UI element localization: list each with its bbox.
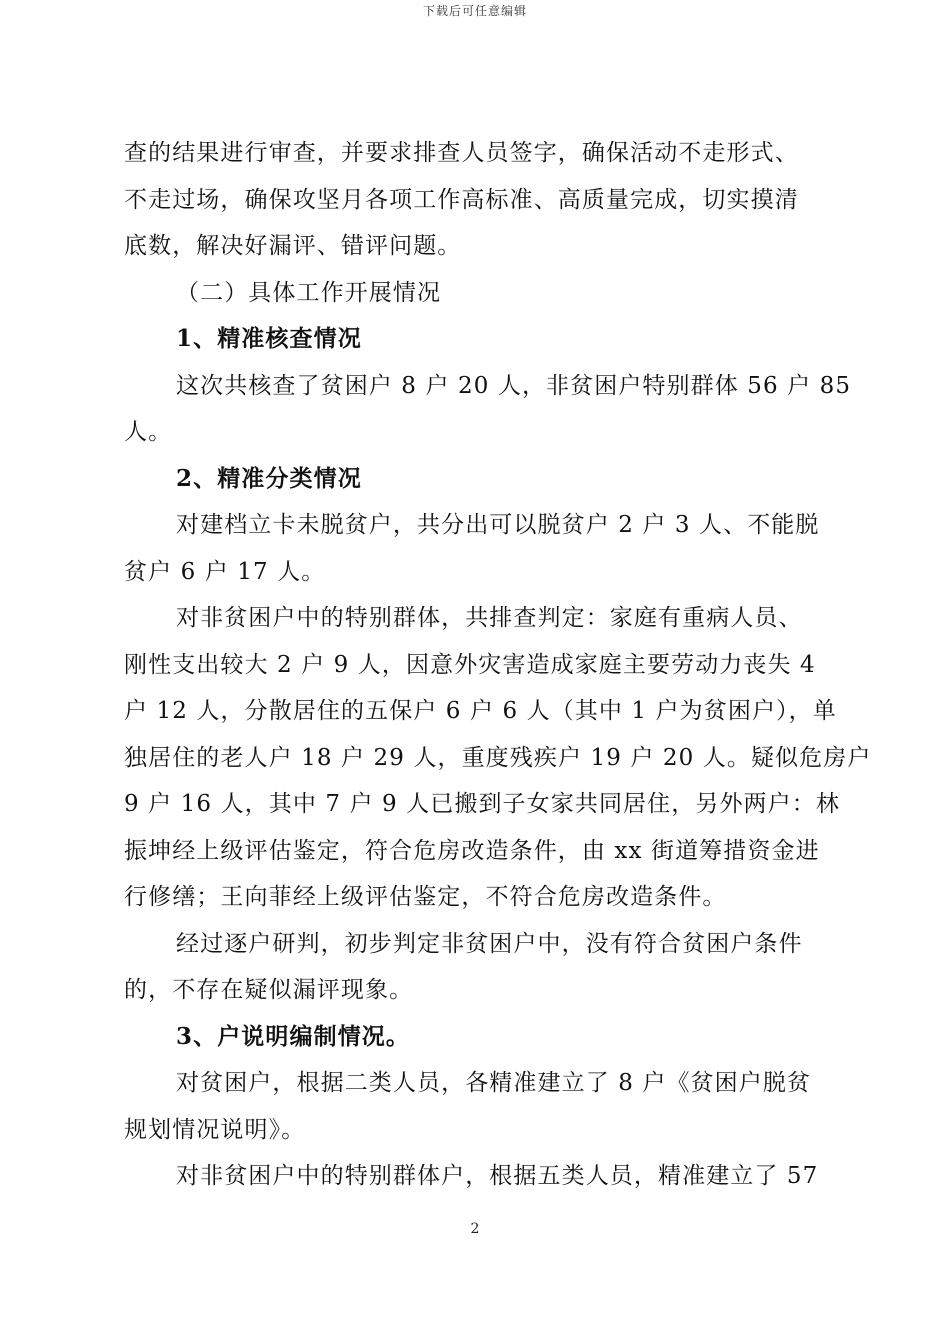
paragraph-line: 贫户 6 户 17 人。 [124, 558, 326, 585]
paragraph-line: 这次共核查了贫困户 8 户 20 人，非贫困户特别群体 56 户 85 [176, 372, 852, 399]
paragraph-line: 振坤经上级评估鉴定，符合危房改造条件，由 xx 街道筹措资金进 [124, 837, 820, 864]
paragraph-line: （二）具体工作开展情况 [176, 279, 442, 306]
page-number: 2 [470, 1221, 480, 1237]
paragraph-line: 刚性支出较大 2 户 9 人，因意外灾害造成家庭主要劳动力丧失 4 [124, 651, 816, 678]
paragraph-line: 人。 [124, 419, 173, 445]
paragraph-line: 不走过场，确保攻坚月各项工作高标准、高质量完成，切实摸清 [124, 186, 799, 213]
paragraph-line: 对贫困户，根据二类人员，各精准建立了 8 户《贫困户脱贫 [176, 1070, 812, 1096]
paragraph-line: 经过逐户研判，初步判定非贫困户中，没有符合贫困户条件 [176, 930, 803, 957]
section-heading: 1、精准核查情况 [176, 325, 362, 352]
paragraph-line: 底数，解决好漏评、错评问题。 [124, 233, 462, 259]
paragraph-line: 查的结果进行审查，并要求排查人员签字，确保活动不走形式、 [124, 140, 799, 166]
paragraph-line: 规划情况说明》。 [124, 1116, 306, 1143]
paragraph-line: 的，不存在疑似漏评现象。 [124, 977, 414, 1003]
paragraph-line: 对非贫困户中的特别群体户，根据五类人员，精准建立了 57 [176, 1163, 819, 1189]
paragraph-line: 独居住的老人户 18 户 29 人，重度残疾户 19 户 20 人。疑似危房户 [124, 744, 872, 771]
paragraph-line: 行修缮；王向菲经上级评估鉴定，不符合危房改造条件。 [124, 884, 727, 910]
paragraph-line: 户 12 人，分散居住的五保户 6 户 6 人（其中 1 户为贫困户），单 [124, 698, 837, 724]
paragraph-line: 对建档立卡未脱贫户，共分出可以脱贫户 2 户 3 人、不能脱 [176, 512, 820, 538]
document-body [124, 130, 872, 1200]
section-heading: 3、户说明编制情况。 [176, 1022, 411, 1050]
download-note: 下载后可任意编辑 [422, 4, 527, 18]
paragraph-line: 9 户 16 人，其中 7 户 9 人已搬到子女家共同居住，另外两户：林 [124, 791, 840, 817]
paragraph-line: 对非贫困户中的特别群体，共排查判定：家庭有重病人员、 [176, 605, 803, 631]
section-heading: 2、精准分类情况 [176, 464, 362, 492]
